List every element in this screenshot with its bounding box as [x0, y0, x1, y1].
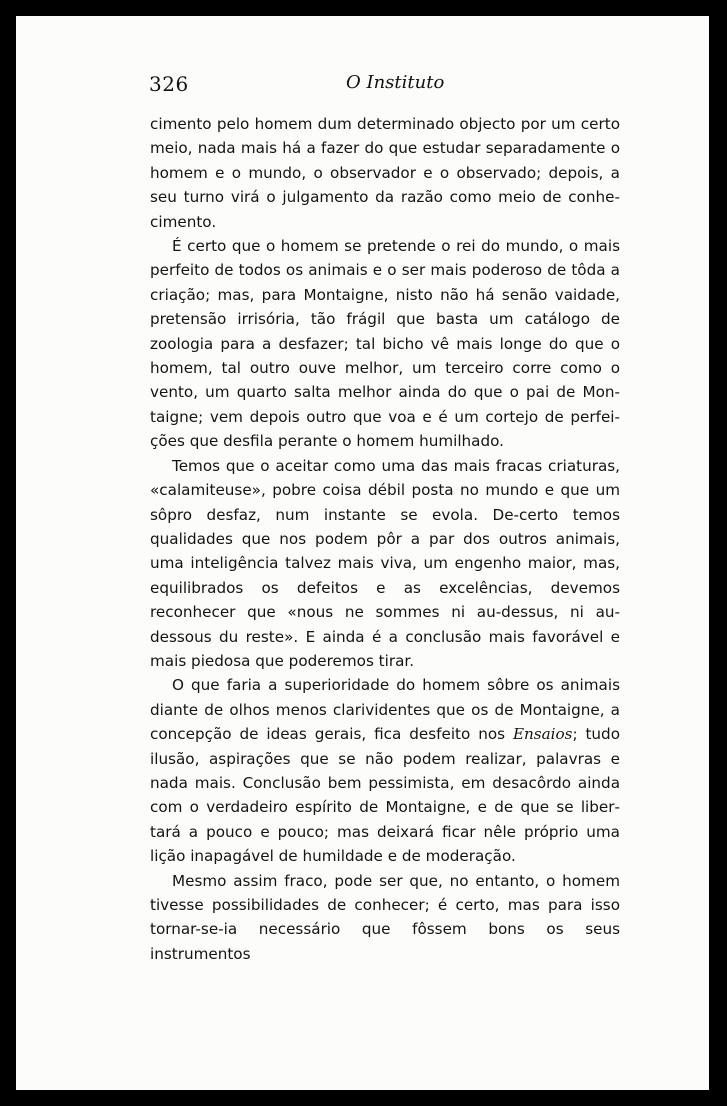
- page-header: [16, 66, 709, 100]
- running-title: O Instituto: [346, 72, 445, 93]
- paragraph-1: cimento pelo homem dum determinado objecto por um certo meio, nada mais há a fazer do que estudar separadamente o homem e o mundo, o observador e o observado; depois, a seu turno virá o julgamento da razão como meio de conhecimento.: [150, 115, 620, 231]
- document-page: [16, 16, 709, 1090]
- paragraph-2: É certo que o homem se pretende o rei do mundo, o mais perfeito de todos os animais e o ser mais poderoso de tôda a criação; mas, para Montaigne, nisto não há senão vaidade, pretensão irrisória, tão frágil que basta um catálogo de zoologia para a desfazer; tal bicho vê mais longe do que o homem, tal outro ouve melhor, um terceiro corre como o vento, um quarto salta melhor ainda do que o pai de Montaigne; vem depois outro que voa e é um cortejo de perfeições que desfila perante o homem humilhado.: [150, 237, 620, 451]
- paragraph-4: [150, 673, 620, 868]
- page-number: 326: [149, 72, 189, 96]
- paragraph-4-text-after: ; tudo ilusão, aspirações que se não podem realizar, palavras e nada mais. Conclusão bem pessimista, em desacôrdo ainda com o verdadeiro espírito de Montaigne, e de que se libertará a pouco e pouco; mas deixará ficar nêle próprio uma lição inapagável de humildade e de moderação.: [150, 725, 620, 866]
- paragraph-4-text-before: O que faria a superioridade do homem sôbre os animais diante de olhos menos clarividentes que os de Montaigne, a concepção de ideas gerais, fica desfeito nos: [150, 676, 620, 744]
- book-title-emphasis: Ensaios: [512, 725, 573, 744]
- body-text: [150, 112, 620, 966]
- paragraph-5: Mesmo assim fraco, pode ser que, no entanto, o homem tivesse possibilidades de conhecer; é certo, mas para isso tornar-se-ia necessário que fôssem bons os seus instrumentos: [150, 871, 620, 963]
- paragraph-3: Temos que o aceitar como uma das mais fracas criaturas, «calamiteuse», pobre coisa débil posta no mundo e que um sôpro desfaz, num instante se evola. De-certo temos qualidades que nos podem pôr a par dos outros animais, uma inteligência talvez mais viva, um engenho maior, mas, equilibrados os defeitos e as excelências, devemos reconhecer que «nous ne sommes ni au-dessus, ni au-dessous du reste». E ainda é a conclusão mais favorável e mais piedosa que poderemos tirar.: [150, 456, 620, 670]
